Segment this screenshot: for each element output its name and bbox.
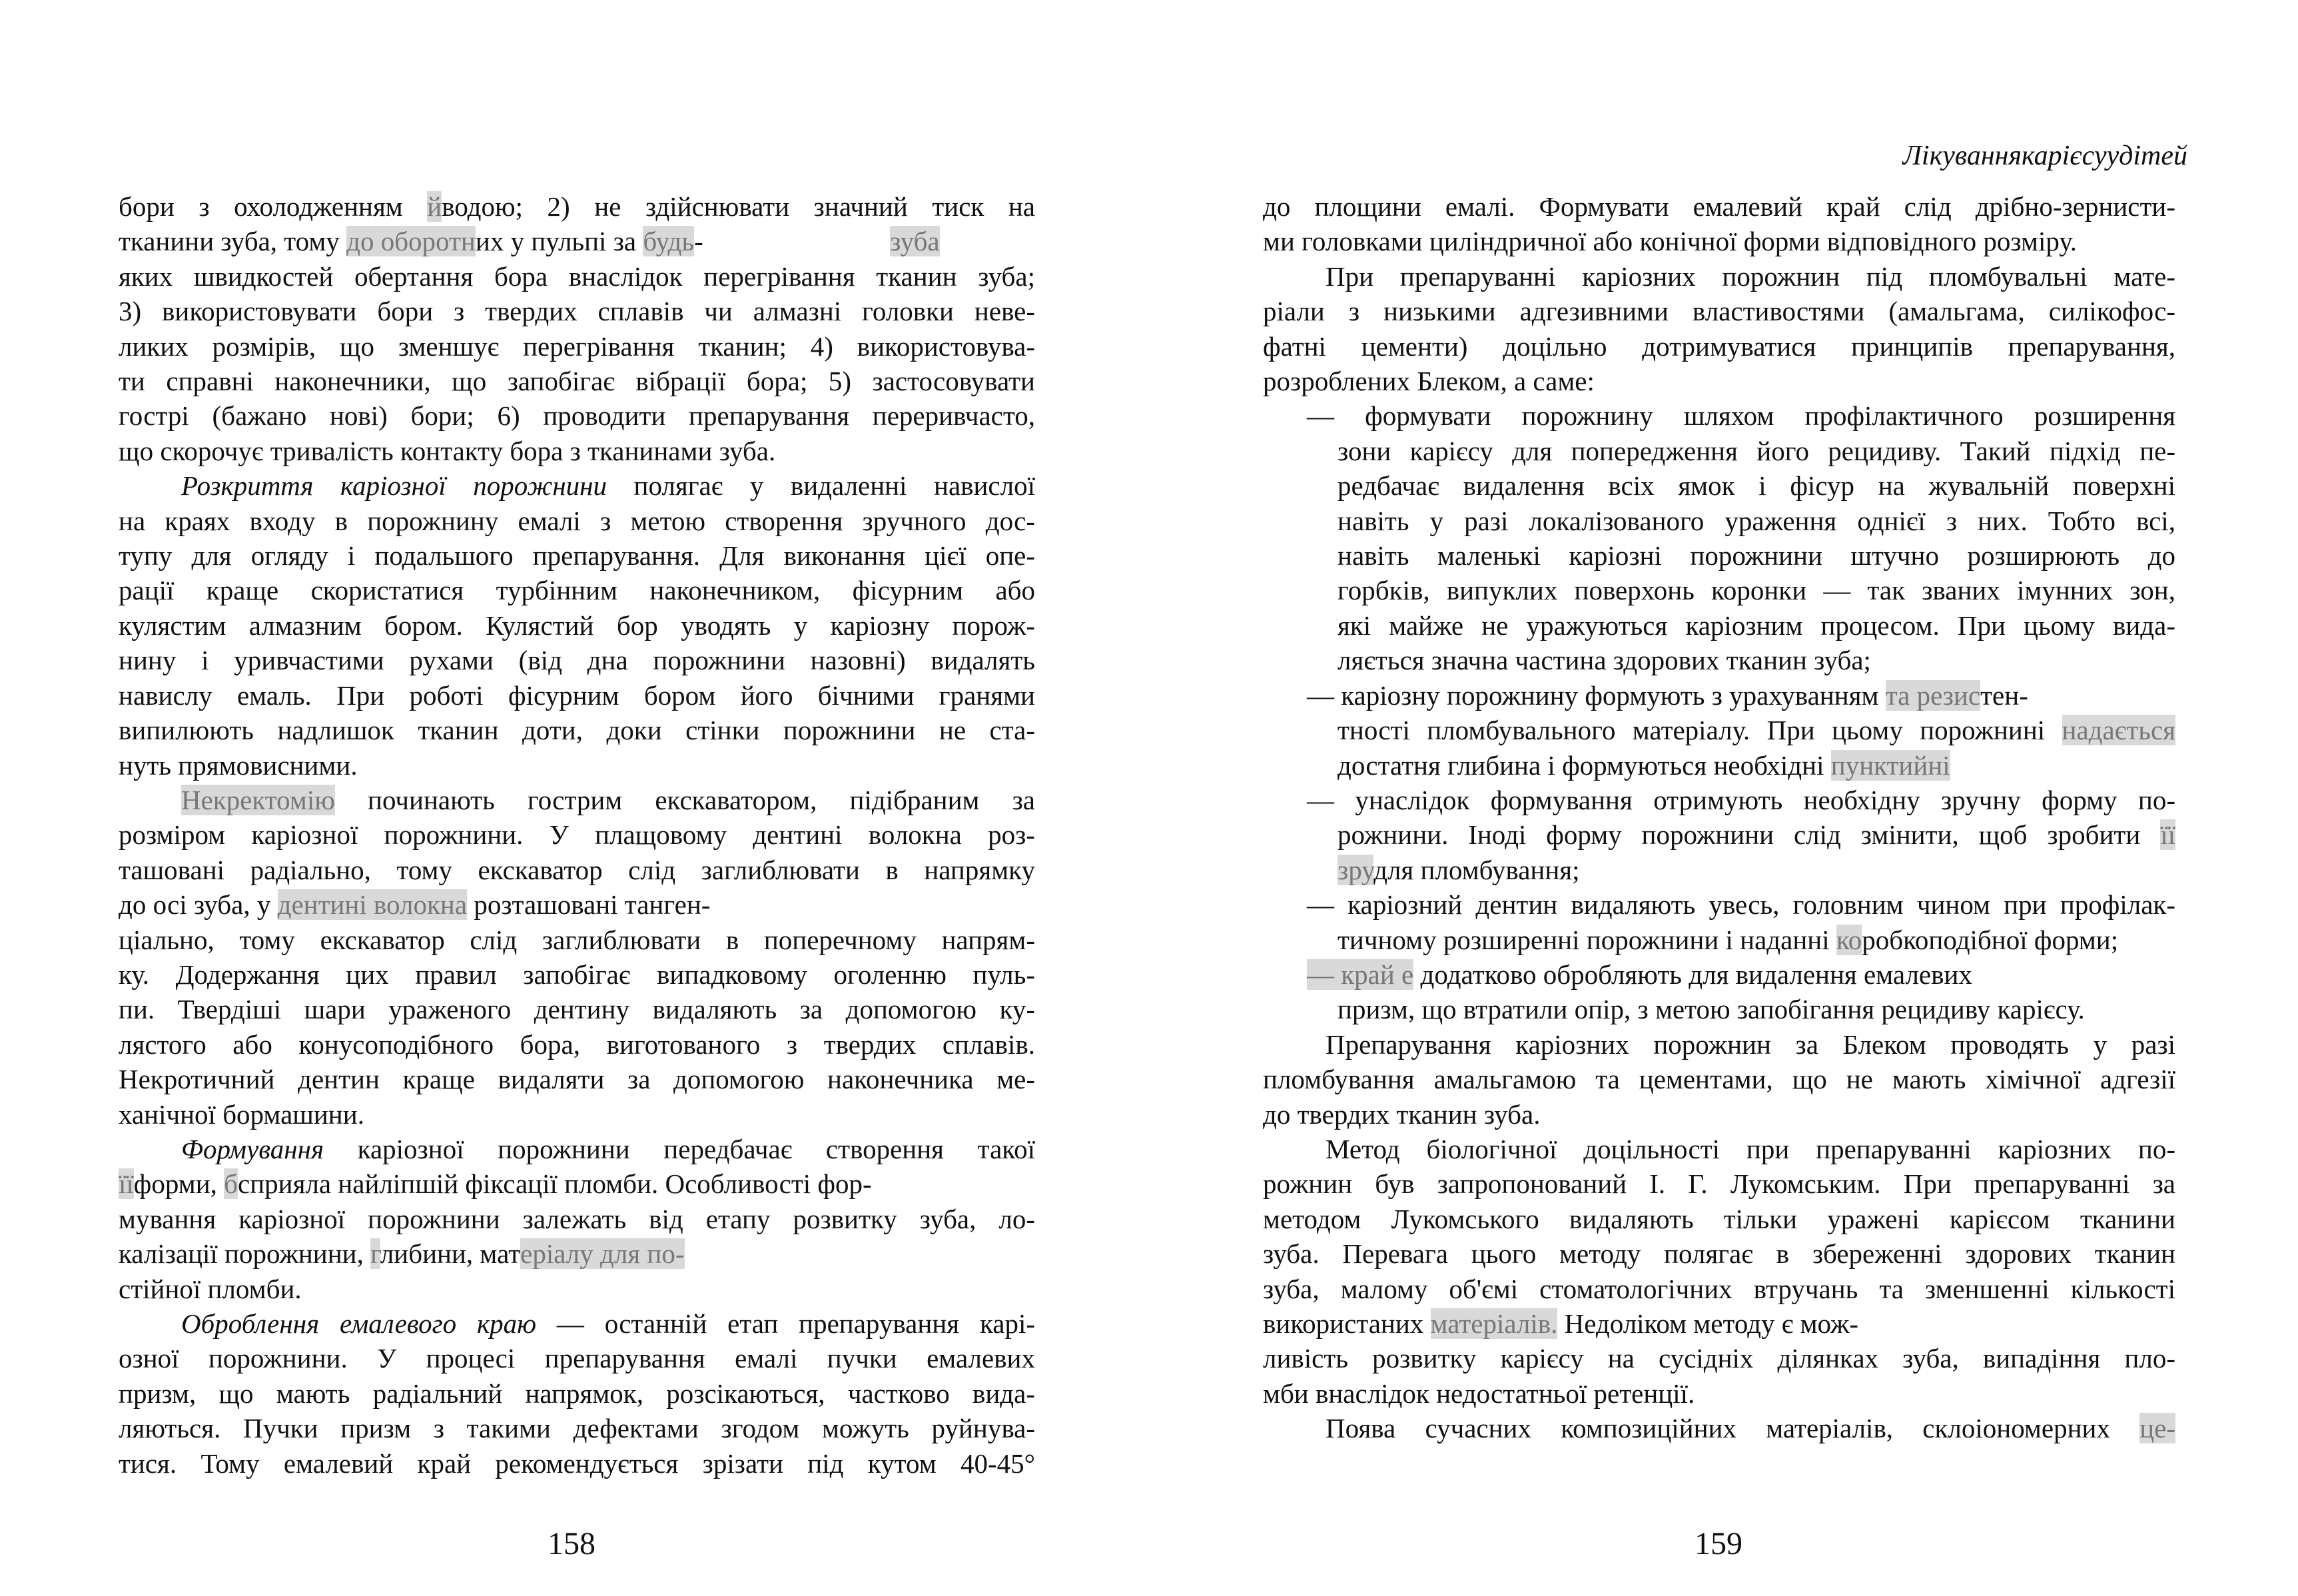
ghost-text-overlay: зуба (890, 226, 940, 257)
text-line: 3) використовувати бори з твердих сплавів чи алмазні головки неве- (119, 296, 1035, 327)
text-line: мби внаслідок недостатньої ретенції. (1263, 1378, 1695, 1409)
italic-term: Формування (181, 1133, 324, 1164)
ghost-text-overlay: зру (1338, 854, 1374, 885)
text-line: — унаслідок формування отримують необхідну зручну форму по- (1307, 784, 2175, 815)
text-line: редбачає видалення всіх ямок і фісур на жувальній поверхні (1338, 470, 2175, 502)
ghost-text-overlay: б (224, 1168, 238, 1200)
page-number-right: 159 (1695, 1526, 1742, 1561)
text-line: рожнин був запропонований І. Г. Лукомським. При препаруванні за (1263, 1168, 2175, 1200)
text-line: рації краще скористатися турбінним наконечником, фісурним або (119, 575, 1035, 606)
text-line: достатня глибина і формуються необхідні пунктийні (1338, 749, 1950, 781)
paragraph (1263, 1132, 2175, 1411)
text-line: призм, що втратили опір, з метою запобігання рецидиву карієсу. (1338, 994, 2085, 1025)
bullet-item (1263, 957, 2175, 1027)
ghost-text-overlay: надається (2062, 715, 2175, 746)
text-line: на краях входу в порожнину емалі з метою створення зручного дос- (119, 505, 1035, 536)
ghost-text-overlay: дентині волокна (277, 889, 468, 921)
text-line: нину і уривчастими рухами (від дна порожнини назовні) видалять (119, 645, 1035, 676)
ghost-text-overlay: будь (643, 226, 695, 257)
text-line: яких швидкостей обертання бора внаслідок перегрівання тканин зуба; (119, 260, 1035, 292)
ghost-text-overlay: її (119, 1168, 134, 1200)
paragraph (119, 783, 1035, 1132)
italic-term: Розкриття каріозної порожнини (181, 470, 607, 502)
bullet-item (1263, 678, 2175, 783)
text-line: до площини емалі. Формувати емалевий край слід дрібно-зернисти- (1263, 191, 2175, 222)
paragraph (119, 468, 1035, 783)
text-line: Некротичний дентин краще видаляти за допомогою наконечника ме- (119, 1064, 1035, 1095)
text-line: Некректомію починають гострим екскаватором, підібраним за (181, 784, 1035, 815)
italic-term: Оброблення емалевого краю (181, 1308, 537, 1339)
bullet-item (1263, 887, 2175, 957)
text-line: призм, що мають радіальний напрямок, розсікаються, частково вида- (119, 1378, 1035, 1409)
left-page-body (119, 189, 1035, 1481)
text-line: фатні цементи) доцільно дотримуватися принципів препарування, (1263, 330, 2175, 362)
text-line: Метод біологічної доцільності при препаруванні каріозних по- (1326, 1133, 2175, 1164)
text-line: зуба, малому об'ємі стоматологічних втручань та зменшенні кількості (1263, 1273, 2175, 1304)
text-line: ливість розвитку карієсу на сусідніх ділянках зуба, випадіння пло- (1263, 1343, 2175, 1374)
text-line: стійної пломби. (119, 1273, 302, 1304)
text-line: навислу емаль. При роботі фісурним бором його бічними гранями (119, 679, 1035, 711)
text-line: тності пломбувального матеріалу. При цьому порожнині надається (1338, 715, 2175, 746)
bullet-item (1263, 398, 2175, 677)
text-line: зони карієсу для попередження його рецидиву. Такий підхід пе- (1338, 435, 2175, 466)
paragraph (1263, 1027, 2175, 1132)
text-line: ханічної бормашини. (119, 1098, 364, 1130)
text-line: — каріозний дентин видаляють увесь, головним чином при профілак- (1307, 889, 2175, 921)
text-line: Формування каріозної порожнини передбачає створення такої (181, 1133, 1035, 1164)
text-line: ликих розмірів, що зменшує перегрівання тканин; 4) використовува- (119, 330, 1035, 362)
ghost-text-overlay: її (2160, 819, 2175, 851)
text-line: ляється значна частина здорових тканин зуба; (1338, 645, 1871, 676)
text-line: тканини зуба, тому до оборотних у пульпі за будь- зуба (119, 226, 940, 257)
ghost-text-overlay: й (427, 191, 442, 222)
ghost-text-overlay: ко (1836, 924, 1862, 955)
text-line: — край е додатково обробляють для видалення емалевих (1307, 959, 1972, 990)
text-line: які майже не уражуються каріозним процесом. При цьому вида- (1338, 609, 2175, 641)
ghost-text-overlay: пункти (1830, 749, 1914, 781)
text-line: тупу для огляду і подальшого препарування. Для виконання цієї опе- (119, 540, 1035, 572)
ghost-text-overlay: матеріалів. (1430, 1308, 1558, 1339)
text-line: калізації порожнини, глибини, матеріалу для по- (119, 1238, 685, 1270)
paragraph (119, 1132, 1035, 1306)
text-line: бори з охолодженням йводою; 2) не здійснювати значний тиск на (119, 191, 1036, 222)
text-line: ти справні наконечники, що запобігає вібрації бора; 5) застосовувати (119, 366, 1035, 397)
bullet-item (1263, 783, 2175, 887)
text-line: що скорочує тривалість контакту бора з тканинами зуба. (119, 435, 776, 466)
text-line: рожнини. Іноді форму порожнини слід змінити, щоб зробити її (1338, 819, 2175, 851)
text-line: навіть у разі локалізованого ураження однієї з них. Тобто всі, (1338, 505, 2175, 536)
text-line: Препарування каріозних порожнин за Блеком проводять у разі (1326, 1028, 2175, 1060)
text-line: пломбування амальгамою та цементами, що не мають хімічної адгезії (1263, 1064, 2175, 1095)
text-line: зрудля пломбування; (1338, 854, 1580, 885)
text-line: тися. Тому емалевий край рекомендується зрізати під кутом 40-45° (119, 1447, 1035, 1479)
text-line: методом Лукомського видаляють тільки уражені карієсом тканини (1263, 1203, 2175, 1234)
ghost-text-overlay: еріалу для по- (520, 1238, 685, 1270)
text-line: нуть прямовисними. (119, 749, 358, 781)
text-line: — формувати порожнину шляхом профілактичного розширення (1307, 400, 2175, 432)
text-line: лястого або конусоподібного бора, виготованого з твердих сплавів. (119, 1028, 1035, 1060)
ghost-text-overlay: Некректомію (181, 784, 335, 815)
text-line: При препаруванні каріозних порожнин під пломбувальні мате- (1326, 260, 2175, 292)
text-line: ку. Додержання цих правил запобігає випадковому оголенню пуль- (119, 959, 1035, 990)
running-head: Лікуваннякарієсуудітей (1902, 141, 2187, 171)
text-line: тичному розширенні порожнини і наданні коробкоподібної форми; (1338, 924, 2119, 955)
text-line: ми головками циліндричної або конічної форми відповідного розміру. (1263, 226, 2077, 257)
text-line: розміром каріозної порожнини. У плащовому дентині волокна роз- (119, 819, 1035, 851)
text-line: пи. Твердіші шари ураженого дентину видаляють за допомогою ку- (119, 994, 1035, 1025)
text-line: зуба. Перевага цього методу полягає в збереженні здорових тканин (1263, 1238, 2175, 1270)
paragraph (119, 189, 1035, 468)
ghost-text-overlay: — край е (1307, 959, 1414, 990)
ghost-text-overlay: г (370, 1238, 380, 1270)
paragraph (1263, 259, 2175, 399)
ghost-text-overlay: та резис (1885, 679, 1981, 711)
paragraph (1263, 1411, 2175, 1445)
text-line: до осі зуба, у дентині волокна розташовані танген- (119, 889, 711, 921)
text-line: ціально, тому екскаватор слід заглиблювати в поперечному напрям- (119, 924, 1035, 955)
text-line: використаних матеріалів. Недоліком методу є мож- (1263, 1308, 1858, 1339)
text-line: мування каріозної порожнини залежать від етапу розвитку зуба, ло- (119, 1203, 1035, 1234)
text-line: горбків, випуклих поверхонь коронки — так званих імунних зон, (1338, 575, 2175, 606)
text-line: Розкриття каріозної порожнини полягає у видаленні навислої (181, 470, 1035, 502)
text-line: озної порожнини. У процесі препарування емалі пучки емалевих (119, 1343, 1035, 1374)
right-page-body (1263, 189, 2175, 1446)
text-line: кулястим алмазним бором. Кулястий бор уводять у каріозну порож- (119, 609, 1035, 641)
text-line: гострі (бажано нові) бори; 6) проводити препарування переривчасто, (119, 400, 1035, 432)
text-line: ріали з низькими адгезивними властивостями (амальгама, силікофос- (1263, 296, 2175, 327)
text-line: навіть маленькі каріозні порожнини штучно розширюють до (1338, 540, 2175, 572)
text-line: розроблених Блеком, а саме: (1263, 366, 1595, 397)
ghost-text-overlay: йні (1913, 749, 1950, 781)
text-line: Оброблення емалевого краю — останній етап препарування карі- (181, 1308, 1035, 1339)
paragraph (1263, 189, 2175, 259)
text-line: — каріозну порожнину формують з урахуванням та резистен- (1307, 679, 2028, 711)
text-line: ляються. Пучки призм з такими дефектами згодом можуть руйнува- (119, 1413, 1035, 1444)
page-number-left: 158 (548, 1526, 595, 1561)
ghost-text-overlay: це- (2139, 1413, 2175, 1444)
paragraph (119, 1306, 1035, 1481)
text-line: до твердих тканин зуба. (1263, 1098, 1541, 1130)
ghost-text-overlay: до оборотн (346, 226, 476, 257)
text-line: випилюють надлишок тканин доти, доки стінки порожнини не ста- (119, 715, 1035, 746)
text-line: їїформи, бсприяла найліпшій фіксації пломби. Особливості фор- (119, 1168, 872, 1200)
text-line: ташовані радіально, тому екскаватор слід заглиблювати в напрямку (119, 854, 1035, 885)
text-line: Поява сучасних композиційних матеріалів, склоіономерних це- (1326, 1413, 2175, 1444)
